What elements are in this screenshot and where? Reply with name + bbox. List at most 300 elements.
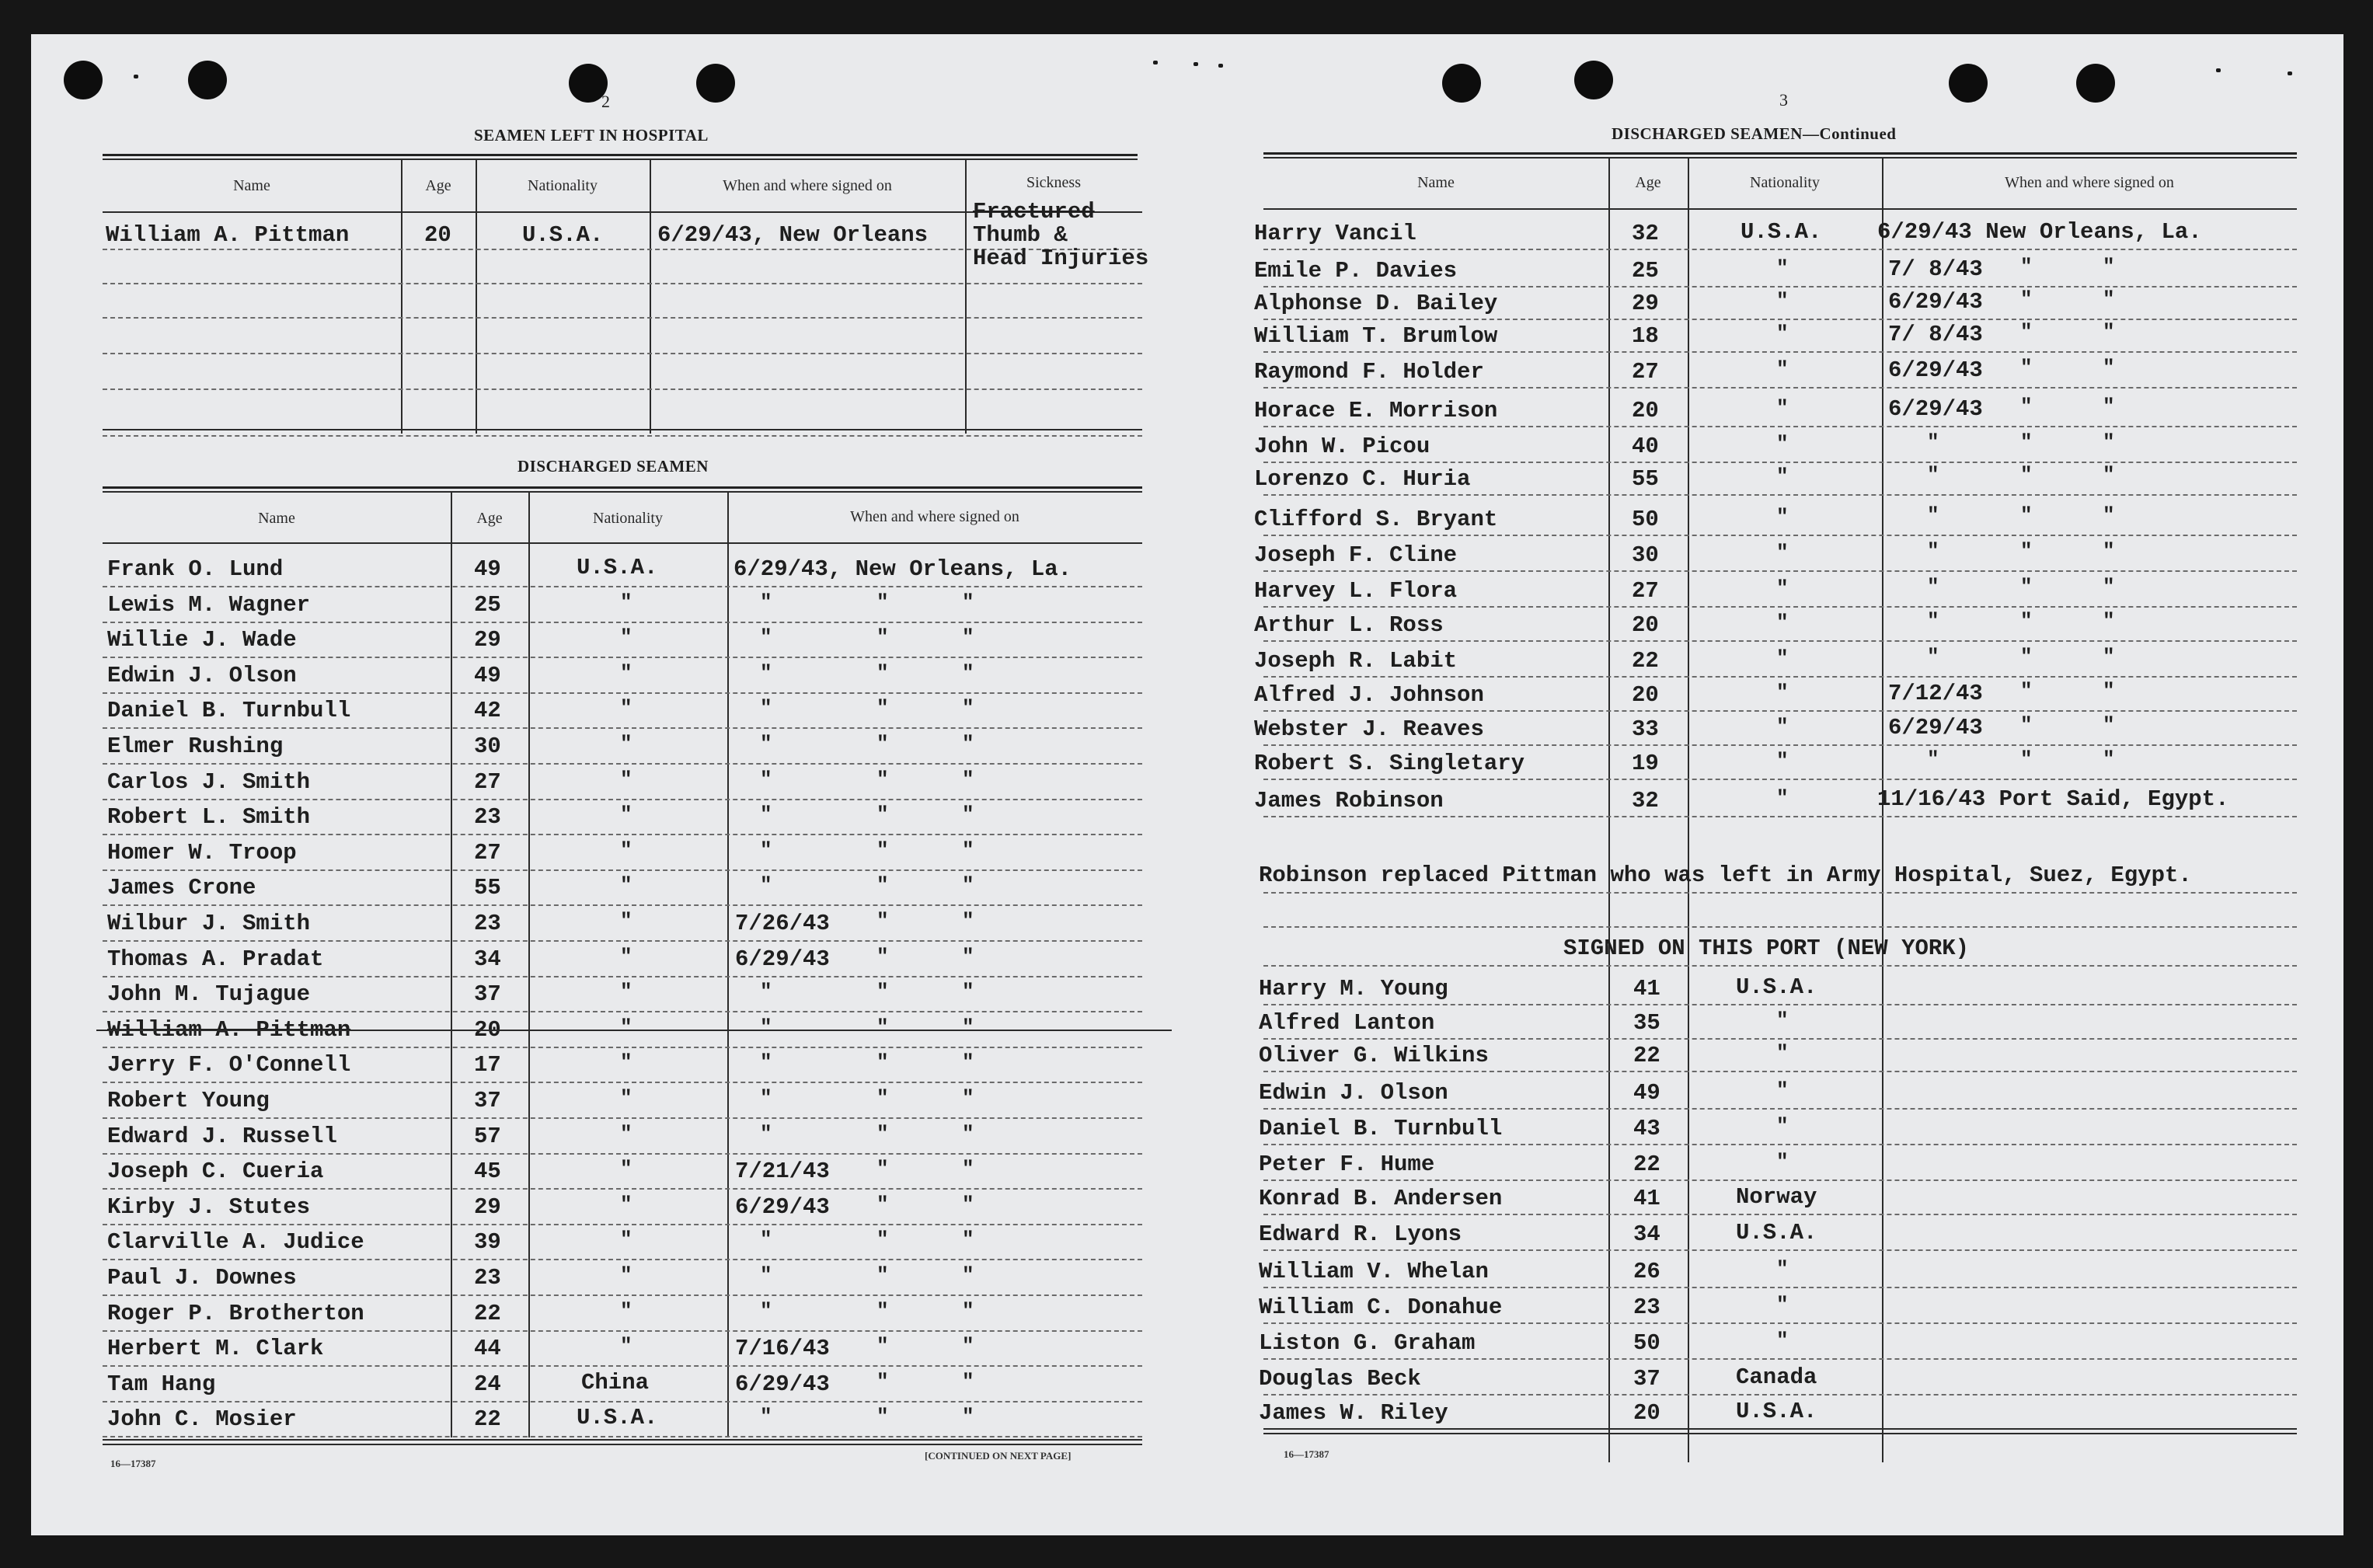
dotted-rule — [1263, 1322, 2297, 1324]
row-nationality: " — [620, 1193, 632, 1216]
dotted-rule — [103, 1365, 1142, 1367]
ditto-mark: " — [1927, 645, 1939, 668]
ditto-mark: " — [760, 980, 772, 1003]
ditto-mark: " — [876, 1263, 889, 1287]
speck — [1153, 61, 1158, 64]
row-nationality: " — [620, 1299, 632, 1322]
row-age: 24 — [474, 1371, 501, 1397]
row-name: William T. Brumlow — [1254, 323, 1498, 349]
row-nationality: " — [1776, 1114, 1789, 1138]
dotted-rule — [103, 1047, 1142, 1048]
dotted-rule — [103, 1082, 1142, 1083]
row-age: 50 — [1632, 507, 1659, 532]
row-age: 22 — [1632, 648, 1659, 674]
row-name: William C. Donahue — [1259, 1294, 1503, 1320]
ditto-mark: " — [1927, 463, 1939, 486]
row-name: John M. Tujague — [107, 981, 311, 1007]
row-name: Joseph R. Labit — [1254, 648, 1458, 674]
hospital-sickness-line2: Head Injuries — [973, 246, 1149, 271]
row-name: Tam Hang — [107, 1371, 216, 1397]
row-name: Clarville A. Judice — [107, 1229, 364, 1255]
row-age: 18 — [1632, 323, 1659, 349]
row-age: 34 — [474, 946, 501, 972]
dotted-rule — [1263, 1179, 2297, 1181]
ditto-mark: " — [760, 625, 772, 649]
row-age: 42 — [474, 698, 501, 723]
dotted-rule — [103, 799, 1142, 800]
row-name: Lorenzo C. Huria — [1254, 466, 1471, 492]
dotted-rule — [103, 727, 1142, 729]
dotted-rule — [103, 353, 1142, 354]
ditto-mark: " — [962, 1157, 974, 1180]
row-name: Thomas A. Pradat — [107, 946, 324, 972]
row-name: Joseph F. Cline — [1254, 542, 1458, 568]
row-name: John C. Mosier — [107, 1406, 297, 1432]
row-signed: 7/21/43 — [735, 1159, 830, 1184]
dotted-rule — [1263, 286, 2297, 287]
dotted-rule — [1263, 779, 2297, 780]
dotted-rule — [1263, 640, 2297, 642]
row-name: Herbert M. Clark — [107, 1336, 324, 1361]
ditto-mark: " — [2020, 575, 2033, 598]
row-nationality: U.S.A. — [577, 555, 658, 580]
rule — [103, 429, 1142, 430]
row-nationality: " — [620, 1157, 632, 1180]
row-age: 22 — [1633, 1043, 1660, 1068]
row-nationality: " — [1776, 646, 1789, 670]
ditto-mark: " — [876, 1016, 889, 1039]
ditto-mark: " — [2103, 287, 2115, 311]
row-nationality: " — [1776, 322, 1789, 345]
col-header-age: Age — [476, 510, 503, 527]
ditto-mark: " — [962, 625, 974, 649]
row-nationality: " — [620, 873, 632, 897]
ditto-mark: " — [876, 696, 889, 720]
row-name: Douglas Beck — [1259, 1366, 1421, 1392]
ditto-mark: " — [876, 945, 889, 968]
row-nationality: " — [1776, 465, 1789, 488]
ditto-mark: " — [760, 1016, 772, 1039]
ditto-mark: " — [760, 768, 772, 791]
hospital-signed: 6/29/43, New Orleans — [657, 222, 929, 248]
ditto-mark: " — [1927, 747, 1939, 771]
row-name: William A. Pittman — [107, 1017, 351, 1043]
row-name: Alfred Lanton — [1259, 1010, 1435, 1036]
strike-line — [96, 1030, 1172, 1031]
row-name: Frank O. Lund — [107, 556, 284, 582]
ditto-mark: " — [876, 768, 889, 791]
row-nationality: " — [620, 1263, 632, 1287]
row-name: Horace E. Morrison — [1254, 398, 1498, 423]
row-signed: 7/ 8/43 — [1888, 322, 1983, 347]
row-age: 20 — [1632, 612, 1659, 638]
row-nationality: " — [620, 909, 632, 932]
row-name: Alfred J. Johnson — [1254, 682, 1484, 708]
ditto-mark: " — [876, 1405, 889, 1428]
row-nationality: " — [620, 696, 632, 720]
speck — [1218, 64, 1223, 68]
dotted-rule — [103, 1188, 1142, 1190]
ditto-mark: " — [2103, 395, 2115, 418]
ditto-mark: " — [962, 1263, 974, 1287]
hospital-sickness-struck: Fractured — [973, 199, 1095, 225]
rule — [1263, 1428, 2297, 1430]
row-nationality: " — [1776, 1329, 1789, 1352]
row-signed: 7/16/43 — [735, 1336, 830, 1361]
row-nationality: " — [620, 838, 632, 862]
row-age: 22 — [1633, 1152, 1660, 1177]
row-age: 49 — [1633, 1080, 1660, 1106]
rule — [103, 1444, 1142, 1445]
rule — [1263, 152, 2297, 155]
dotted-rule — [103, 1294, 1142, 1296]
row-nationality: " — [1776, 1078, 1789, 1102]
dotted-rule — [103, 940, 1142, 942]
ditto-mark: " — [2103, 539, 2115, 563]
ditto-mark: " — [760, 1405, 772, 1428]
row-age: 27 — [474, 769, 501, 795]
page-number: 2 — [601, 92, 610, 111]
ditto-mark: " — [962, 1051, 974, 1074]
row-name: Oliver G. Wilkins — [1259, 1043, 1489, 1068]
row-name: Lewis M. Wagner — [107, 592, 311, 618]
row-nationality: " — [1776, 357, 1789, 381]
ditto-mark: " — [1927, 539, 1939, 563]
row-age: 23 — [474, 804, 501, 830]
row-name: Kirby J. Stutes — [107, 1194, 311, 1220]
ditto-mark: " — [2020, 430, 2033, 454]
row-name: Harvey L. Flora — [1254, 578, 1458, 604]
ditto-mark: " — [2020, 539, 2033, 563]
ditto-mark: " — [876, 1086, 889, 1110]
dotted-rule — [1263, 1038, 2297, 1040]
row-signed: 6/29/43 — [1888, 289, 1983, 315]
ditto-mark: " — [962, 1122, 974, 1145]
row-name: Robert S. Singletary — [1254, 751, 1525, 776]
ditto-mark: " — [962, 803, 974, 826]
row-nationality: U.S.A. — [1736, 1399, 1817, 1424]
row-age: 37 — [1633, 1366, 1660, 1392]
hospital-section-title: SEAMEN LEFT IN HOSPITAL — [474, 126, 709, 145]
dotted-rule — [1263, 1144, 2297, 1145]
col-header-nationality: Nationality — [1750, 174, 1820, 191]
row-name: Paul J. Downes — [107, 1265, 297, 1291]
ditto-mark: " — [760, 1263, 772, 1287]
dotted-rule — [1263, 387, 2297, 389]
row-nationality: " — [1776, 715, 1789, 738]
row-age: 20 — [1632, 682, 1659, 708]
dotted-rule — [1263, 570, 2297, 572]
row-age: 32 — [1632, 788, 1659, 814]
row-nationality: " — [620, 1334, 632, 1357]
row-name: James W. Riley — [1259, 1400, 1448, 1426]
row-nationality: " — [1776, 432, 1789, 455]
row-age: 49 — [474, 663, 501, 688]
row-name: Clifford S. Bryant — [1254, 507, 1498, 532]
row-age: 19 — [1632, 751, 1659, 776]
row-nationality: " — [620, 768, 632, 791]
ditto-mark: " — [962, 768, 974, 791]
row-nationality: U.S.A. — [577, 1405, 658, 1430]
ditto-mark: " — [876, 1299, 889, 1322]
ditto-mark: " — [2103, 645, 2115, 668]
ditto-mark: " — [962, 1299, 974, 1322]
replacement-note: Robinson replaced Pittman who was left in Army Hospital, Suez, Egypt. — [1259, 862, 2192, 888]
ditto-mark: " — [760, 873, 772, 897]
rule — [103, 491, 1142, 493]
row-age: 22 — [474, 1406, 501, 1432]
ditto-mark: " — [2020, 504, 2033, 527]
row-age: 37 — [474, 981, 501, 1007]
col-header-name: Name — [258, 510, 295, 527]
punch-hole — [64, 61, 103, 99]
rule — [103, 154, 1138, 156]
ditto-mark: " — [2103, 747, 2115, 771]
ditto-mark: " — [760, 1086, 772, 1110]
dotted-rule — [103, 283, 1142, 284]
row-nationality: " — [620, 1228, 632, 1251]
ditto-mark: " — [2020, 287, 2033, 311]
row-age: 49 — [474, 556, 501, 582]
row-age: 26 — [1633, 1259, 1660, 1284]
row-nationality: " — [620, 1086, 632, 1110]
col-header-signed: When and where signed on — [723, 177, 892, 194]
ditto-mark: " — [2103, 575, 2115, 598]
dotted-rule — [103, 692, 1142, 694]
row-age: 20 — [1632, 398, 1659, 423]
row-nationality: " — [620, 1051, 632, 1074]
row-name: James Robinson — [1254, 788, 1444, 814]
row-age: 29 — [1632, 291, 1659, 316]
dotted-rule — [1263, 606, 2297, 608]
dotted-rule — [103, 1011, 1142, 1012]
hospital-sickness-line1: Thumb & — [973, 222, 1068, 248]
row-age: 20 — [1633, 1400, 1660, 1426]
row-signed: 6/29/43 — [1888, 357, 1983, 383]
ditto-mark: " — [962, 1016, 974, 1039]
punch-hole — [1574, 61, 1613, 99]
dotted-rule — [1263, 249, 2297, 250]
row-signed: 6/29/43 — [1888, 396, 1983, 422]
row-name: Liston G. Graham — [1259, 1330, 1476, 1356]
row-age: 41 — [1633, 976, 1660, 1002]
row-name: Roger P. Brotherton — [107, 1301, 364, 1326]
dotted-rule — [1263, 319, 2297, 320]
row-signed: 6/29/43 — [735, 946, 830, 972]
dotted-rule — [103, 317, 1142, 319]
hospital-nationality: U.S.A. — [522, 222, 604, 248]
row-nationality: " — [620, 945, 632, 968]
row-name: Elmer Rushing — [107, 733, 284, 759]
row-age: 23 — [474, 1265, 501, 1291]
punch-hole — [188, 61, 227, 99]
row-nationality: " — [1776, 505, 1789, 528]
ditto-mark: " — [876, 1051, 889, 1074]
row-name: Homer W. Troop — [107, 840, 297, 866]
dotted-rule — [103, 869, 1142, 871]
ditto-mark: " — [760, 1122, 772, 1145]
dotted-rule — [1263, 676, 2297, 678]
row-age: 25 — [1632, 258, 1659, 284]
row-name: Daniel B. Turnbull — [1259, 1116, 1503, 1141]
ditto-mark: " — [962, 1370, 974, 1393]
ditto-mark: " — [760, 661, 772, 685]
ditto-mark: " — [2020, 395, 2033, 418]
ditto-mark: " — [2103, 504, 2115, 527]
dotted-rule — [1263, 426, 2297, 427]
col-header-age: Age — [425, 177, 451, 194]
row-nationality: U.S.A. — [1736, 1220, 1817, 1246]
row-nationality: " — [1776, 1041, 1789, 1064]
row-age: 20 — [474, 1017, 501, 1043]
row-age: 25 — [474, 592, 501, 618]
row-nationality: Norway — [1736, 1184, 1817, 1210]
row-age: 17 — [474, 1052, 501, 1078]
row-signed: 6/29/43 — [1888, 715, 1983, 740]
ditto-mark: " — [2103, 463, 2115, 486]
col-header-signed: When and where signed on — [2005, 174, 2174, 191]
ditto-mark: " — [962, 838, 974, 862]
ditto-mark: " — [760, 838, 772, 862]
row-nationality: China — [581, 1370, 650, 1396]
dotted-rule — [1263, 1108, 2297, 1110]
continued-note: [CONTINUED ON NEXT PAGE] — [925, 1450, 1072, 1462]
ditto-mark: " — [760, 591, 772, 614]
ditto-mark: " — [876, 909, 889, 932]
ditto-mark: " — [2103, 430, 2115, 454]
dotted-rule — [103, 1117, 1142, 1119]
col-header-nationality: Nationality — [528, 177, 598, 194]
ditto-mark: " — [876, 1122, 889, 1145]
ditto-mark: " — [876, 1157, 889, 1180]
row-nationality: " — [620, 1122, 632, 1145]
ditto-mark: " — [760, 732, 772, 755]
row-nationality: " — [1776, 577, 1789, 600]
column-line — [965, 159, 967, 434]
speck — [1193, 62, 1198, 66]
dotted-rule — [103, 763, 1142, 765]
row-age: 23 — [474, 911, 501, 936]
hospital-name: William A. Pittman — [106, 222, 350, 248]
row-age: 27 — [474, 840, 501, 866]
ditto-mark: " — [2103, 255, 2115, 278]
row-age: 45 — [474, 1159, 501, 1184]
row-nationality: " — [620, 1016, 632, 1039]
row-nationality: " — [620, 625, 632, 649]
ditto-mark: " — [2020, 320, 2033, 343]
row-age: 29 — [474, 627, 501, 653]
row-age: 55 — [474, 875, 501, 901]
row-name: Webster J. Reaves — [1254, 716, 1484, 742]
ditto-mark: " — [1927, 504, 1939, 527]
row-name: Carlos J. Smith — [107, 769, 311, 795]
row-age: 39 — [474, 1229, 501, 1255]
rule — [1263, 157, 2297, 159]
ditto-mark: " — [962, 661, 974, 685]
ditto-mark: " — [2020, 255, 2033, 278]
ditto-mark: " — [2103, 679, 2115, 702]
ditto-mark: " — [876, 625, 889, 649]
speck — [134, 75, 138, 78]
dotted-rule — [103, 1401, 1142, 1402]
ditto-mark: " — [962, 1193, 974, 1216]
ditto-mark: " — [2103, 609, 2115, 632]
rule — [103, 542, 1142, 544]
dotted-rule — [103, 1436, 1142, 1437]
row-age: 43 — [1633, 1116, 1660, 1141]
dotted-rule — [103, 657, 1142, 658]
dotted-rule — [1263, 744, 2297, 746]
ledger-sheet — [31, 34, 2343, 1535]
row-nationality: " — [1776, 1293, 1789, 1316]
ditto-mark: " — [760, 1051, 772, 1074]
page-number: 3 — [1779, 90, 1788, 110]
row-age: 30 — [1632, 542, 1659, 568]
row-age: 44 — [474, 1336, 501, 1361]
row-signed: 11/16/43 Port Said, Egypt. — [1877, 786, 2229, 812]
column-line — [1608, 157, 1610, 1462]
dotted-rule — [1263, 351, 2297, 353]
row-signed: 7/12/43 — [1888, 681, 1983, 706]
ditto-mark: " — [876, 1370, 889, 1393]
row-name: Robert L. Smith — [107, 804, 311, 830]
row-nationality: " — [620, 980, 632, 1003]
row-name: Emile P. Davies — [1254, 258, 1458, 284]
dotted-rule — [103, 834, 1142, 835]
column-line — [650, 159, 651, 434]
ditto-mark: " — [1927, 575, 1939, 598]
punch-hole — [2076, 64, 2115, 103]
dotted-rule — [103, 1153, 1142, 1155]
rule — [103, 486, 1142, 489]
row-nationality: " — [1776, 749, 1789, 772]
row-nationality: " — [1776, 396, 1789, 420]
row-age: 50 — [1633, 1330, 1660, 1356]
ditto-mark: " — [962, 591, 974, 614]
row-nationality: " — [620, 591, 632, 614]
row-name: William V. Whelan — [1259, 1259, 1489, 1284]
row-nationality: " — [1776, 1009, 1789, 1032]
punch-hole — [1442, 64, 1481, 103]
row-name: John W. Picou — [1254, 434, 1430, 459]
row-age: 29 — [474, 1194, 501, 1220]
ditto-mark: " — [876, 873, 889, 897]
ditto-mark: " — [876, 838, 889, 862]
row-age: 40 — [1632, 434, 1659, 459]
row-nationality: " — [1776, 786, 1789, 810]
col-header-name: Name — [233, 177, 270, 194]
row-nationality: " — [1776, 1257, 1789, 1281]
row-nationality: " — [620, 661, 632, 685]
ditto-mark: " — [962, 1334, 974, 1357]
row-age: 57 — [474, 1124, 501, 1149]
col-header-sickness: Sickness — [1026, 174, 1081, 191]
row-name: Harry M. Young — [1259, 976, 1448, 1002]
ditto-mark: " — [2020, 356, 2033, 379]
row-name: Edward J. Russell — [107, 1124, 337, 1149]
row-signed: 6/29/43 New Orleans, La. — [1877, 219, 2202, 245]
row-name: Edward R. Lyons — [1259, 1221, 1462, 1247]
ditto-mark: " — [876, 1334, 889, 1357]
rule — [1263, 1433, 2297, 1434]
ditto-mark: " — [2020, 609, 2033, 632]
ditto-mark: " — [962, 1405, 974, 1428]
ditto-mark: " — [2020, 679, 2033, 702]
row-age: 27 — [1632, 359, 1659, 385]
row-age: 33 — [1632, 716, 1659, 742]
dotted-rule — [1263, 1358, 2297, 1360]
dotted-rule — [1263, 535, 2297, 536]
